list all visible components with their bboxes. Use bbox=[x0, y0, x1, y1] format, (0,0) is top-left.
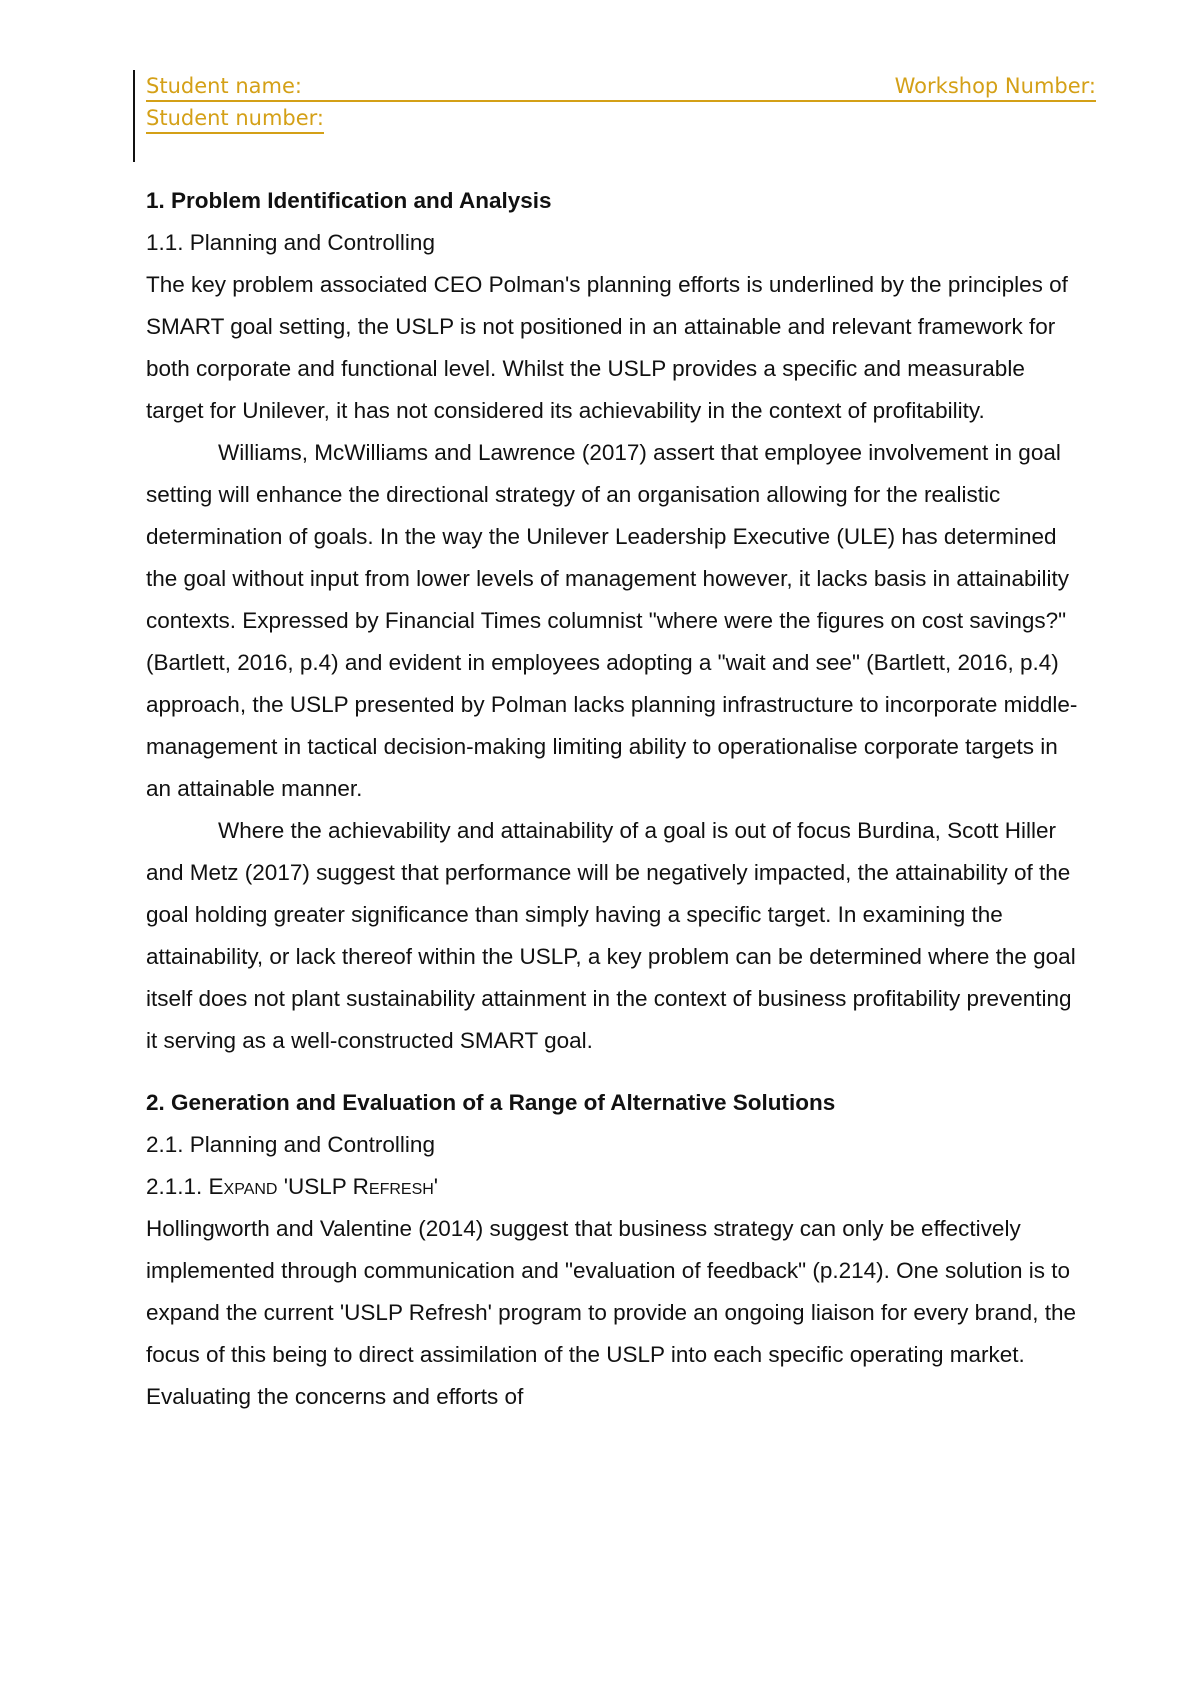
section-1-paragraph: Where the achievability and attainability of a goal is out of focus Burdina, Scott Hiller and Metz (2017) suggest that performance will be negatively impacted, the attainability of the goal holding greater significance than simply having a specific target. In examining the attainability, or lack thereof within the USLP, a key problem can be determined where the goal itself does not plant sustainability attainment in the context of business profitability preventing it serving as a well-constructed SMART goal. bbox=[146, 818, 1076, 1053]
section-2-paragraph: Hollingworth and Valentine (2014) suggest that business strategy can only be effectively implemented through communication and "evaluation of feedback" (p.214). One solution is to expand the current 'USLP Refresh' program to provide an ongoing liaison for every brand, the focus of this being to direct assimilation of the USLP into each specific operating market. Evaluating the concerns and efforts of bbox=[146, 1216, 1076, 1409]
section-2-1-1-subheading: 2.1.1. Expand 'USLP Refresh' bbox=[146, 1174, 439, 1199]
section-gap bbox=[146, 1062, 1086, 1082]
page-header bbox=[146, 72, 1096, 134]
document-body bbox=[146, 180, 1086, 1418]
workshop-number-label: Workshop Number: bbox=[894, 74, 1096, 98]
header-row bbox=[146, 72, 1096, 102]
section-2-heading: 2. Generation and Evaluation of a Range of Alternative Solutions bbox=[146, 1090, 836, 1115]
header-margin-rule bbox=[133, 70, 135, 162]
section-1-paragraph: The key problem associated CEO Polman's planning efforts is underlined by the principles of SMART goal setting, the USLP is not positioned in an attainable and relevant framework for both corporate and functional level. Whilst the USLP provides a specific and measurable target for Unilever, it has not considered its achievability in the context of profitability. bbox=[146, 272, 1068, 423]
section-2-1-subheading: 2.1. Planning and Controlling bbox=[146, 1132, 435, 1157]
student-number-label: Student number: bbox=[146, 104, 324, 134]
section-1-paragraph: Williams, McWilliams and Lawrence (2017) assert that employee involvement in goal setting will enhance the directional strategy of an organisation allowing for the realistic determination of goals. In the way the Unilever Leadership Executive (ULE) has determined the goal without input from lower levels of management however, it lacks basis in attainability contexts. Expressed by Financial Times columnist "where were the figures on cost savings?" (Bartlett, 2016, p.4) and evident in employees adopting a "wait and see" (Bartlett, 2016, p.4) approach, the USLP presented by Polman lacks planning infrastructure to incorporate middle-management in tactical decision-making limiting ability to operationalise corporate targets in an attainable manner. bbox=[146, 440, 1078, 801]
section-1-1-subheading: 1.1. Planning and Controlling bbox=[146, 230, 435, 255]
student-name-label: Student name: bbox=[146, 74, 302, 98]
section-1-heading: 1. Problem Identification and Analysis bbox=[146, 188, 552, 213]
